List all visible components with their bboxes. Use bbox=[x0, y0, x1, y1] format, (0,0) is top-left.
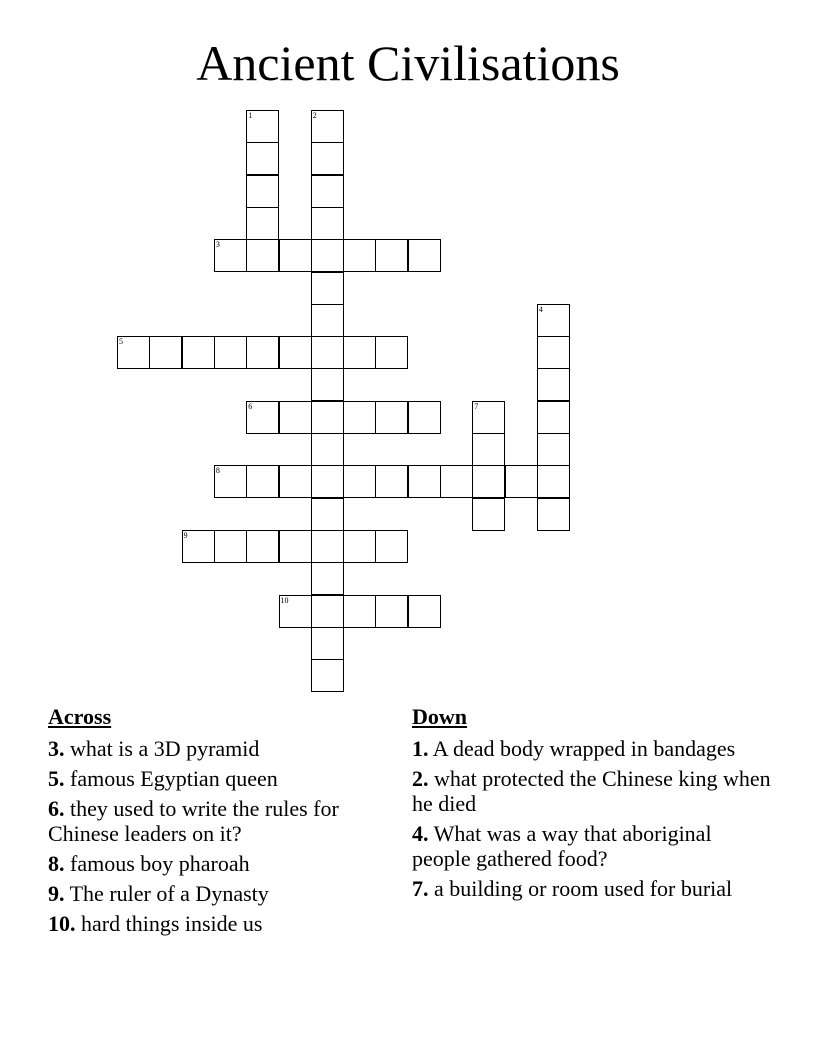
across-clues bbox=[48, 702, 388, 941]
grid-cell[interactable] bbox=[311, 272, 344, 305]
grid-cell[interactable] bbox=[408, 239, 441, 272]
grid-cell[interactable] bbox=[246, 530, 279, 563]
grid-cell[interactable] bbox=[214, 239, 247, 272]
grid-cell[interactable] bbox=[311, 627, 344, 660]
grid-cell[interactable] bbox=[279, 401, 312, 434]
cell-number: 7 bbox=[474, 401, 479, 411]
page-title: Ancient Civilisations bbox=[196, 35, 620, 91]
grid-cell[interactable] bbox=[311, 336, 344, 369]
clue-text: A dead body wrapped in bandages bbox=[432, 736, 736, 761]
grid-cell[interactable] bbox=[214, 465, 247, 498]
grid-cell[interactable] bbox=[311, 498, 344, 531]
clue-across-6 bbox=[48, 796, 388, 846]
grid-cell[interactable] bbox=[246, 336, 279, 369]
grid-cell[interactable] bbox=[246, 465, 279, 498]
clue-text: The ruler of a Dynasty bbox=[69, 881, 269, 906]
cell-number: 6 bbox=[248, 401, 253, 411]
clue-across-3 bbox=[48, 736, 388, 761]
grid-cell[interactable] bbox=[182, 336, 215, 369]
grid-cell[interactable] bbox=[311, 207, 344, 240]
grid-cell[interactable] bbox=[505, 465, 538, 498]
clue-down-2 bbox=[412, 766, 772, 816]
grid-cell[interactable] bbox=[311, 368, 344, 401]
grid-cell[interactable] bbox=[311, 562, 344, 595]
cell-number: 3 bbox=[215, 240, 220, 250]
grid-cell[interactable] bbox=[149, 336, 182, 369]
clue-across-10 bbox=[48, 911, 388, 936]
grid-cell[interactable] bbox=[472, 465, 505, 498]
grid-cell[interactable] bbox=[375, 595, 408, 628]
grid-cell[interactable] bbox=[182, 530, 215, 563]
grid-cell[interactable] bbox=[537, 433, 570, 466]
cell-number: 10 bbox=[280, 595, 289, 605]
clue-number: 4. bbox=[412, 821, 429, 846]
clue-text: what protected the Chinese king when he died bbox=[412, 766, 771, 816]
clue-number: 6. bbox=[48, 796, 65, 821]
clue-text: a building or room used for burial bbox=[434, 876, 733, 901]
across-heading: Across bbox=[48, 704, 112, 729]
clue-text: What was a way that aboriginal people gathered food? bbox=[412, 821, 712, 871]
clue-across-5 bbox=[48, 766, 388, 791]
grid-cell[interactable] bbox=[537, 498, 570, 531]
grid-cell[interactable] bbox=[246, 142, 279, 175]
grid-cell[interactable] bbox=[311, 304, 344, 337]
grid-cell[interactable] bbox=[311, 175, 344, 208]
grid-cell[interactable] bbox=[246, 401, 279, 434]
grid-cell[interactable] bbox=[408, 465, 441, 498]
grid-cell[interactable] bbox=[472, 433, 505, 466]
grid-cell[interactable] bbox=[311, 433, 344, 466]
grid-cell[interactable] bbox=[343, 401, 376, 434]
clue-text: famous boy pharoah bbox=[70, 851, 250, 876]
clue-text: hard things inside us bbox=[81, 911, 263, 936]
grid-cell[interactable] bbox=[343, 239, 376, 272]
grid-cell[interactable] bbox=[375, 401, 408, 434]
grid-cell[interactable] bbox=[117, 336, 150, 369]
cell-number: 8 bbox=[215, 466, 220, 476]
grid-cell[interactable] bbox=[408, 401, 441, 434]
grid-cell[interactable] bbox=[246, 110, 279, 143]
grid-cell[interactable] bbox=[343, 530, 376, 563]
grid-cell[interactable] bbox=[214, 336, 247, 369]
clue-across-8 bbox=[48, 851, 388, 876]
cell-number: 4 bbox=[538, 304, 543, 314]
grid-cell[interactable] bbox=[375, 530, 408, 563]
grid-cell[interactable] bbox=[375, 336, 408, 369]
grid-cell[interactable] bbox=[440, 465, 473, 498]
clue-text: famous Egyptian queen bbox=[70, 766, 278, 791]
grid-cell[interactable] bbox=[311, 142, 344, 175]
grid-cell[interactable] bbox=[408, 595, 441, 628]
grid-cell[interactable] bbox=[311, 401, 344, 434]
clue-text: what is a 3D pyramid bbox=[70, 736, 260, 761]
cell-number: 1 bbox=[248, 111, 253, 120]
grid-cell[interactable] bbox=[537, 336, 570, 369]
grid-cell[interactable] bbox=[375, 239, 408, 272]
grid-cell[interactable] bbox=[311, 530, 344, 563]
clue-text: they used to write the rules for Chinese leaders on it? bbox=[48, 796, 339, 846]
grid-cell[interactable] bbox=[279, 336, 312, 369]
cell-number: 9 bbox=[183, 530, 188, 540]
grid-cell[interactable] bbox=[246, 175, 279, 208]
clue-number: 3. bbox=[48, 736, 65, 761]
clue-number: 5. bbox=[48, 766, 65, 791]
grid-cell[interactable] bbox=[343, 336, 376, 369]
clue-number: 10. bbox=[48, 911, 76, 936]
clue-number: 9. bbox=[48, 881, 65, 906]
grid-cell[interactable] bbox=[472, 498, 505, 531]
down-heading: Down bbox=[412, 704, 468, 729]
grid-cell[interactable] bbox=[246, 239, 279, 272]
grid-cell[interactable] bbox=[472, 401, 505, 434]
cell-number: 2 bbox=[312, 111, 317, 120]
grid-cell[interactable] bbox=[311, 239, 344, 272]
grid-cell[interactable] bbox=[375, 465, 408, 498]
grid-cell[interactable] bbox=[537, 304, 570, 337]
grid-cell[interactable] bbox=[343, 595, 376, 628]
grid-cell[interactable] bbox=[279, 465, 312, 498]
grid-cell[interactable] bbox=[246, 207, 279, 240]
grid-cell[interactable] bbox=[214, 530, 247, 563]
grid-cell[interactable] bbox=[537, 465, 570, 498]
down-clues bbox=[412, 702, 772, 906]
grid-cell[interactable] bbox=[537, 401, 570, 434]
grid-cell[interactable] bbox=[311, 465, 344, 498]
cell-number: 5 bbox=[119, 337, 123, 347]
grid-cell[interactable] bbox=[279, 595, 312, 628]
grid-cell[interactable] bbox=[311, 659, 344, 692]
clue-number: 8. bbox=[48, 851, 65, 876]
clue-down-1 bbox=[412, 736, 772, 761]
clue-number: 7. bbox=[412, 876, 429, 901]
clue-down-4 bbox=[412, 821, 772, 871]
grid-cell[interactable] bbox=[343, 465, 376, 498]
grid-cell[interactable] bbox=[537, 368, 570, 401]
grid-cell[interactable] bbox=[279, 239, 312, 272]
clue-number: 1. bbox=[412, 736, 429, 761]
clue-number: 2. bbox=[412, 766, 429, 791]
grid-cell[interactable] bbox=[311, 595, 344, 628]
clue-across-9 bbox=[48, 881, 388, 906]
grid-cell[interactable] bbox=[279, 530, 312, 563]
grid-cell[interactable] bbox=[311, 110, 344, 143]
clue-down-7 bbox=[412, 876, 772, 901]
